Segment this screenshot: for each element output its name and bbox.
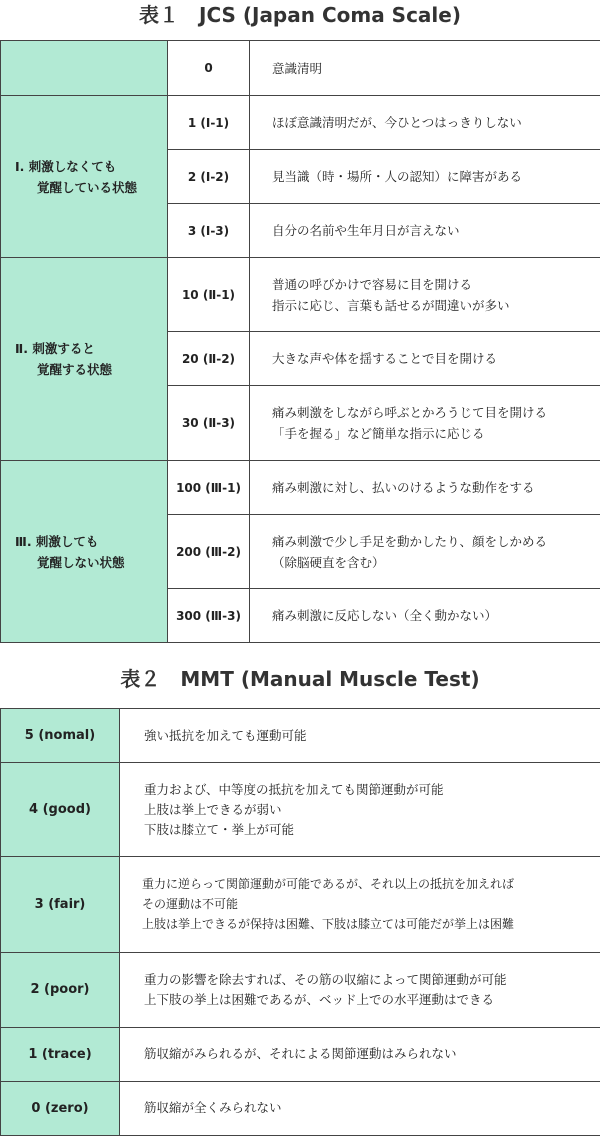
jcs-level: 0 <box>168 41 250 96</box>
table-row <box>1 1081 600 1135</box>
description-line: 上肢は挙上できるが保持は困難、下肢は膝立ては可能だが挙上は困難 <box>142 917 515 932</box>
description-line: 痛み刺激に反応しない（全く動かない） <box>272 608 498 623</box>
jcs-level: 10 (Ⅱ-1) <box>168 258 250 332</box>
mmt-table-title: 表２ MMT (Manual Muscle Test) <box>120 667 480 691</box>
jcs-group-1 <box>1 96 168 258</box>
jcs-level: 300 (Ⅲ-3) <box>168 589 250 643</box>
table-row <box>1 96 600 150</box>
mmt-description <box>120 1081 600 1135</box>
description-line: 重力に逆らって関節運動が可能であるが、それ以上の抵抗を加えれば <box>142 877 515 892</box>
jcs-description <box>250 150 600 204</box>
mmt-level: 2 (poor) <box>1 952 120 1027</box>
table-row <box>1 258 600 332</box>
table-row <box>1 709 600 763</box>
table-row <box>1 1027 600 1081</box>
description-line: 痛み刺激に対し、払いのけるような動作をする <box>272 480 535 495</box>
description-line: 大きな声や体を揺することで目を開ける <box>272 351 498 366</box>
group-label: Ⅲ. 刺激しても <box>15 533 99 549</box>
jcs-description <box>250 589 600 643</box>
jcs-description <box>250 332 600 386</box>
mmt-description <box>120 709 600 763</box>
description-line: 筋収縮が全くみられない <box>144 1100 282 1116</box>
description-line: 普通の呼びかけで容易に目を開ける <box>272 276 473 292</box>
jcs-description <box>250 96 600 150</box>
description-line: 下肢は膝立て・挙上が可能 <box>144 821 295 837</box>
description-line: 上肢は挙上できるが弱い <box>144 801 282 817</box>
description-line: 指示に応じ、言葉も話せるが間違いが多い <box>272 297 510 313</box>
jcs-group-2 <box>1 258 168 461</box>
jcs-description <box>250 515 600 589</box>
jcs-group-3 <box>1 461 168 643</box>
jcs-description <box>250 204 600 258</box>
mmt-level: 3 (fair) <box>1 857 120 952</box>
jcs-description <box>250 41 600 96</box>
group-cell-empty <box>1 41 168 96</box>
description-line: （除脳硬直を含む） <box>272 554 385 570</box>
jcs-table <box>0 40 600 643</box>
table-row <box>1 763 600 857</box>
description-line: 強い抵抗を加えても運動可能 <box>144 727 307 743</box>
description-line: 自分の名前や生年月日が言えない <box>272 223 460 238</box>
table-row <box>1 952 600 1027</box>
mmt-level: 4 (good) <box>1 763 120 857</box>
jcs-table-title: 表１ JCS (Japan Coma Scale) <box>139 3 461 27</box>
jcs-description <box>250 258 600 332</box>
jcs-level: 1 (Ⅰ-1) <box>168 96 250 150</box>
group-label: 覚醒している状態 <box>37 179 138 195</box>
mmt-description <box>120 763 600 857</box>
description-line: ほぼ意識清明だが、今ひとつはっきりしない <box>272 115 522 130</box>
table-row <box>1 41 600 96</box>
jcs-level: 20 (Ⅱ-2) <box>168 332 250 386</box>
mmt-description <box>120 1027 600 1081</box>
description-line: その運動は不可能 <box>142 897 239 912</box>
jcs-level: 2 (Ⅰ-2) <box>168 150 250 204</box>
mmt-table <box>0 708 600 1136</box>
table-row <box>1 461 600 515</box>
mmt-level: 1 (trace) <box>1 1027 120 1081</box>
group-label: 覚醒しない状態 <box>37 554 125 570</box>
jcs-description <box>250 461 600 515</box>
jcs-level: 30 (Ⅱ-3) <box>168 386 250 461</box>
group-label: 覚醒する状態 <box>37 362 113 377</box>
mmt-level: 0 (zero) <box>1 1081 120 1135</box>
mmt-description <box>120 857 600 952</box>
description-line: 重力および、中等度の抵抗を加えても関節運動が可能 <box>144 781 444 797</box>
description-line: 痛み刺激をしながら呼ぶとかろうじて目を開ける <box>272 405 548 420</box>
description-line: 筋収縮がみられるが、それによる関節運動はみられない <box>144 1046 457 1062</box>
group-label: Ⅰ. 刺激しなくても <box>15 158 117 174</box>
description-line: 痛み刺激で少し手足を動かしたり、顔をしかめる <box>272 533 548 549</box>
jcs-level: 200 (Ⅲ-2) <box>168 515 250 589</box>
table-row <box>1 857 600 952</box>
description-line: 意識清明 <box>272 60 323 76</box>
description-line: 重力の影響を除去すれば、その筋の収縮によって関節運動が可能 <box>144 971 507 987</box>
mmt-description <box>120 952 600 1027</box>
group-label: Ⅱ. 刺激すると <box>15 341 95 356</box>
jcs-description <box>250 386 600 461</box>
mmt-level: 5 (nomal) <box>1 709 120 763</box>
jcs-level: 3 (Ⅰ-3) <box>168 204 250 258</box>
description-line: 上下肢の挙上は困難であるが、ベッド上での水平運動はできる <box>144 991 495 1007</box>
description-line: 見当識（時・場所・人の認知）に障害がある <box>272 169 523 184</box>
jcs-level: 100 (Ⅲ-1) <box>168 461 250 515</box>
description-line: 「手を握る」など簡単な指示に応じる <box>272 426 485 441</box>
